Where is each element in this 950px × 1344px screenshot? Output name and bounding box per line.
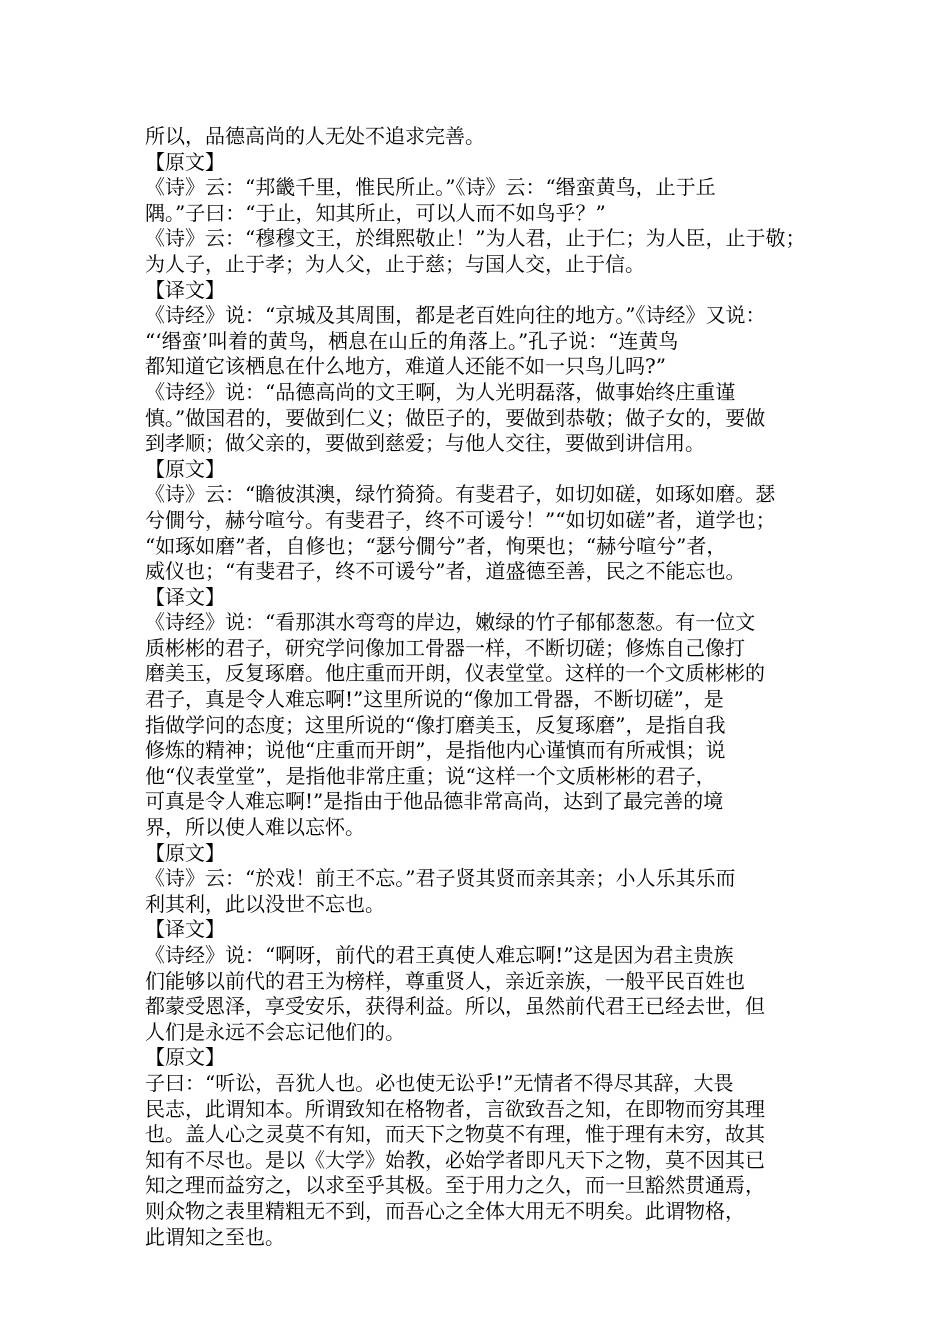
text-line: 子曰：“听讼，吾犹人也。必也使无讼乎!”无情者不得尽其辞，大畏 bbox=[145, 1070, 734, 1095]
section-heading: 【译文】 bbox=[145, 584, 225, 609]
text-line: 《诗》云：“穆穆文王，於缉熙敬止！”为人君，止于仁；为人臣，止于敬； bbox=[145, 226, 806, 251]
text-line: 指做学问的态度；这里所说的“像打磨美玉，反复琢磨”，是指自我 bbox=[145, 712, 726, 737]
text-line: 慎。”做国君的，要做到仁义；做臣子的，要做到恭敬；做子女的，要做 bbox=[145, 405, 766, 430]
text-line: 到孝顺；做父亲的，要做到慈爱；与他人交往，要做到讲信用。 bbox=[145, 431, 705, 456]
text-line: 《诗经》说：“啊呀，前代的君王真使人难忘啊!”这是因为君主贵族 bbox=[145, 943, 734, 967]
section-heading: 【原文】 bbox=[145, 149, 225, 174]
text-line: 此谓知之至也。 bbox=[145, 1224, 285, 1249]
text-line: 磨美玉，反复琢磨。他庄重而开朗，仪表堂堂。这样的一个文质彬彬的 bbox=[145, 661, 765, 686]
paragraph bbox=[145, 303, 810, 457]
text-line: 为人子，止于孝；为人父，止于慈；与国人交，止于信。 bbox=[145, 251, 645, 276]
text-line: “‘缗蛮’叫着的黄鸟，栖息在山丘的角落上。”孔子说：“连黄鸟 bbox=[145, 328, 679, 353]
paragraph bbox=[145, 866, 810, 917]
text-line: 君子，真是令人难忘啊!”这里所说的“像加工骨器，不断切磋”，是 bbox=[145, 687, 724, 712]
text-line: 们能够以前代的君王为榜样，尊重贤人，亲近亲族，一般平民百姓也 bbox=[145, 968, 745, 993]
text-line: 《诗》云：“瞻彼淇澳，绿竹猗猗。有斐君子，如切如磋，如琢如磨。瑟 bbox=[145, 482, 776, 507]
text-line: 都知道它该栖息在什么地方，难道人还能不如一只鸟儿吗?” bbox=[145, 354, 666, 379]
text-line: 所以，品德高尚的人无处不追求完善。 bbox=[145, 124, 485, 148]
section-heading: 【译文】 bbox=[145, 917, 225, 942]
text-line: 《诗经》说：“京城及其周围，都是老百姓向往的地方。”《诗经》又说： bbox=[145, 303, 766, 328]
text-line: 界，所以使人难以忘怀。 bbox=[145, 815, 365, 840]
document-body bbox=[145, 124, 810, 1250]
text-line: 《诗经》说：“品德高尚的文王啊，为人光明磊落，做事始终庄重谨 bbox=[145, 379, 736, 404]
paragraph bbox=[145, 610, 810, 840]
text-line: 威仪也；“有斐君子，终不可谖兮”者，道盛德至善，民之不能忘也。 bbox=[145, 559, 746, 584]
paragraph bbox=[145, 482, 810, 584]
text-line: 修炼的精神；说他“庄重而开朗”，是指他内心谨慎而有所戒惧；说 bbox=[145, 738, 726, 763]
paragraph bbox=[145, 124, 810, 150]
text-line: 隅。”子曰：“于止，知其所止，可以人而不如鸟乎？” bbox=[145, 200, 606, 225]
text-line: 则众物之表里精粗无不到，而吾心之全体大用无不明矣。此谓物格， bbox=[145, 1198, 745, 1223]
text-line: 《诗》云：“邦畿千里，惟民所止。”《诗》云：“缗蛮黄鸟，止于丘 bbox=[145, 175, 716, 200]
paragraph bbox=[145, 175, 810, 277]
text-line: 他“仪表堂堂”，是指他非常庄重；说“这样一个文质彬彬的君子， bbox=[145, 763, 716, 788]
text-line: 《诗经》说：“看那淇水弯弯的岸边，嫩绿的竹子郁郁葱葱。有一位文 bbox=[145, 610, 756, 635]
section-heading: 【原文】 bbox=[145, 456, 225, 481]
text-line: “如琢如磨”者，自修也；“瑟兮僩兮”者，恂栗也；“赫兮喧兮”者， bbox=[145, 533, 727, 558]
text-line: 利其利，此以没世不忘也。 bbox=[145, 891, 385, 916]
text-line: 也。盖人心之灵莫不有知，而天下之物莫不有理，惟于理有未穷，故其 bbox=[145, 1122, 765, 1147]
text-line: 知有不尽也。是以《大学》始教，必始学者即凡天下之物，莫不因其已 bbox=[145, 1147, 765, 1172]
text-line: 可真是令人难忘啊!”是指由于他品德非常高尚，达到了最完善的境 bbox=[145, 789, 724, 814]
text-line: 人们是永远不会忘记他们的。 bbox=[145, 1019, 405, 1044]
section-heading: 【原文】 bbox=[145, 1045, 225, 1070]
text-line: 都蒙受恩泽，享受安乐，获得利益。所以，虽然前代君王已经去世，但 bbox=[145, 994, 765, 1019]
text-line: 民志，此谓知本。所谓致知在格物者，言欲致吾之知，在即物而穷其理 bbox=[145, 1096, 765, 1121]
text-line: 质彬彬的君子，研究学问像加工骨器一样，不断切磋；修炼自己像打 bbox=[145, 635, 745, 660]
section-heading: 【译文】 bbox=[145, 277, 225, 302]
text-line: 《诗》云：“於戏！前王不忘。”君子贤其贤而亲其亲；小人乐其乐而 bbox=[145, 866, 736, 891]
text-line: 兮僩兮，赫兮喧兮。有斐君子，终不可谖兮！”“如切如磋”者，道学也； bbox=[145, 507, 776, 532]
text-line: 知之理而益穷之，以求至乎其极。至于用力之久，而一旦豁然贯通焉， bbox=[145, 1173, 765, 1198]
paragraph bbox=[145, 943, 810, 1045]
paragraph bbox=[145, 1071, 810, 1250]
section-heading: 【原文】 bbox=[145, 840, 225, 865]
